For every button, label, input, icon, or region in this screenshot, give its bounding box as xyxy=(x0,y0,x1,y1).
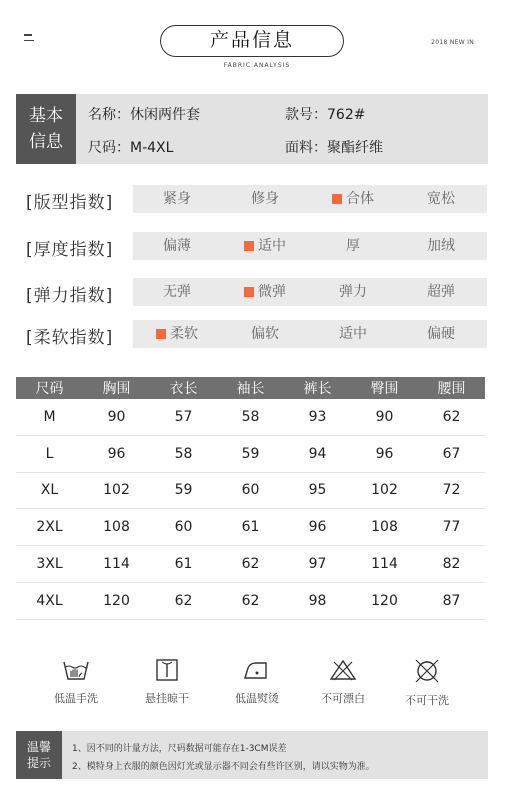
table-row xyxy=(16,435,485,472)
column-header: 衣长 xyxy=(150,377,217,399)
index-option xyxy=(397,320,485,348)
measure-cell: 108 xyxy=(83,509,150,546)
measure-cell: 58 xyxy=(150,435,217,472)
size-cell: L xyxy=(16,435,83,472)
measure-cell: 62 xyxy=(418,399,485,435)
index-option-label: 弹力 xyxy=(339,284,367,300)
notice-line-1: 1、因不同的计量方法，尺码数据可能存在1-3CM误差 xyxy=(72,744,287,754)
new-in-tag: 2018 NEW IN xyxy=(431,39,474,46)
index-label: [弹力指数] xyxy=(26,286,114,306)
column-header: 裤长 xyxy=(284,377,351,399)
care-item-low-iron xyxy=(207,658,307,706)
index-option-label: 适中 xyxy=(258,238,286,254)
selected-marker-icon xyxy=(244,287,254,297)
index-option xyxy=(397,278,485,306)
index-option-label: 厚 xyxy=(346,238,360,254)
column-header: 尺码 xyxy=(16,377,83,399)
measure-cell: 96 xyxy=(83,435,150,472)
index-option-selected xyxy=(133,320,221,348)
size-cell: 4XL xyxy=(16,582,83,619)
column-header: 臀围 xyxy=(351,377,418,399)
selected-marker-icon xyxy=(156,329,166,339)
index-option xyxy=(309,232,397,260)
measure-cell: 114 xyxy=(351,546,418,583)
index-option xyxy=(309,320,397,348)
measure-cell: 90 xyxy=(351,399,418,435)
measure-cell: 87 xyxy=(418,582,485,619)
measure-cell: 59 xyxy=(150,472,217,509)
notice-tab xyxy=(16,731,62,779)
page-subtitle: FABRIC ANALYSIS xyxy=(223,62,291,69)
measure-cell: 95 xyxy=(284,472,351,509)
table-row xyxy=(16,472,485,509)
index-options xyxy=(133,232,487,260)
index-option xyxy=(133,278,221,306)
basic-info-tab-line1: 基本 xyxy=(29,106,63,126)
measure-cell: 59 xyxy=(217,435,284,472)
size-cell: XL xyxy=(16,472,83,509)
measure-cell: 60 xyxy=(217,472,284,509)
column-header: 胸围 xyxy=(83,377,150,399)
index-option xyxy=(133,185,221,213)
measure-cell: 90 xyxy=(83,399,150,435)
measure-cell: 57 xyxy=(150,399,217,435)
care-item-no-dry-clean xyxy=(377,658,477,708)
index-label: [柔软指数] xyxy=(26,328,114,348)
index-option-label: 超弹 xyxy=(427,284,455,300)
care-label: 低温熨烫 xyxy=(235,692,279,705)
index-option-selected xyxy=(309,185,397,213)
measure-cell: 114 xyxy=(83,546,150,583)
index-option-label: 偏薄 xyxy=(163,238,191,254)
care-label: 悬挂晾干 xyxy=(145,692,189,705)
hang-dry-icon xyxy=(155,658,179,682)
index-option-selected xyxy=(221,232,309,260)
index-options xyxy=(133,278,487,306)
measure-cell: 102 xyxy=(83,472,150,509)
index-option-selected xyxy=(221,278,309,306)
page-title: 产品信息 xyxy=(160,25,344,57)
index-option-label: 加绒 xyxy=(427,238,455,254)
index-option-label: 偏软 xyxy=(251,326,279,342)
measure-cell: 120 xyxy=(351,582,418,619)
index-options xyxy=(133,185,487,213)
measure-cell: 120 xyxy=(83,582,150,619)
index-option-label: 合体 xyxy=(346,191,374,207)
measure-cell: 62 xyxy=(217,582,284,619)
size-cell: 2XL xyxy=(16,509,83,546)
measure-cell: 67 xyxy=(418,435,485,472)
low-iron-icon xyxy=(242,658,272,682)
care-item-hand-wash xyxy=(26,658,126,706)
size-range: 尺码：M-4XL xyxy=(88,140,174,156)
measure-cell: 102 xyxy=(351,472,418,509)
size-cell: M xyxy=(16,399,83,435)
measure-cell: 61 xyxy=(217,509,284,546)
measure-cell: 97 xyxy=(284,546,351,583)
index-option-label: 柔软 xyxy=(170,326,198,342)
product-name: 名称：休闲两件套 xyxy=(88,107,200,123)
hand-wash-icon xyxy=(62,658,90,682)
care-label: 不可漂白 xyxy=(321,692,365,705)
table-row xyxy=(16,546,485,583)
measure-cell: 77 xyxy=(418,509,485,546)
column-header: 袖长 xyxy=(217,377,284,399)
index-label: [厚度指数] xyxy=(26,240,114,260)
selected-marker-icon xyxy=(244,241,254,251)
measure-cell: 98 xyxy=(284,582,351,619)
measure-cell: 94 xyxy=(284,435,351,472)
index-option-label: 宽松 xyxy=(427,191,455,207)
index-option xyxy=(397,185,485,213)
care-label: 不可干洗 xyxy=(405,694,449,707)
notice-tab-line2: 提示 xyxy=(26,756,51,770)
size-cell: 3XL xyxy=(16,546,83,583)
index-option-label: 修身 xyxy=(251,191,279,207)
care-label: 低温手洗 xyxy=(54,692,98,705)
index-option-label: 紧身 xyxy=(163,191,191,207)
basic-info-tab xyxy=(16,94,76,164)
notice-tab-line1: 温馨 xyxy=(26,740,51,754)
index-option xyxy=(221,320,309,348)
basic-info-tab-line2: 信息 xyxy=(29,132,63,152)
table-row xyxy=(16,582,485,619)
table-row xyxy=(16,399,485,435)
measure-cell: 60 xyxy=(150,509,217,546)
measure-cell: 61 xyxy=(150,546,217,583)
measure-cell: 62 xyxy=(150,582,217,619)
care-item-hang-dry xyxy=(117,658,217,706)
menu-icon[interactable] xyxy=(24,34,34,44)
measure-cell: 96 xyxy=(351,435,418,472)
measure-cell: 58 xyxy=(217,399,284,435)
measure-cell: 93 xyxy=(284,399,351,435)
measure-cell: 72 xyxy=(418,472,485,509)
size-table-header xyxy=(16,377,485,399)
no-dry-clean-icon xyxy=(413,658,441,684)
index-option-label: 偏硬 xyxy=(427,326,455,342)
notice-line-2: 2、模特身上衣服的颜色因灯光或显示器不同会有些许区别，请以实物为准。 xyxy=(72,762,375,772)
index-options xyxy=(133,320,487,348)
index-option xyxy=(221,185,309,213)
column-header: 腰围 xyxy=(418,377,485,399)
index-option-label: 适中 xyxy=(339,326,367,342)
selected-marker-icon xyxy=(332,194,342,204)
style-number: 款号：762# xyxy=(285,107,366,123)
measure-cell: 96 xyxy=(284,509,351,546)
index-option xyxy=(133,232,221,260)
measure-cell: 82 xyxy=(418,546,485,583)
table-row xyxy=(16,509,485,546)
fabric: 面料：聚酯纤维 xyxy=(285,140,383,156)
index-option xyxy=(309,278,397,306)
measure-cell: 108 xyxy=(351,509,418,546)
basic-info-panel xyxy=(16,94,488,164)
index-option-label: 微弹 xyxy=(258,284,286,300)
no-bleach-icon xyxy=(329,658,357,682)
index-label: [版型指数] xyxy=(26,193,114,213)
index-option-label: 无弹 xyxy=(163,284,191,300)
index-option xyxy=(397,232,485,260)
measure-cell: 62 xyxy=(217,546,284,583)
size-table xyxy=(16,377,485,620)
